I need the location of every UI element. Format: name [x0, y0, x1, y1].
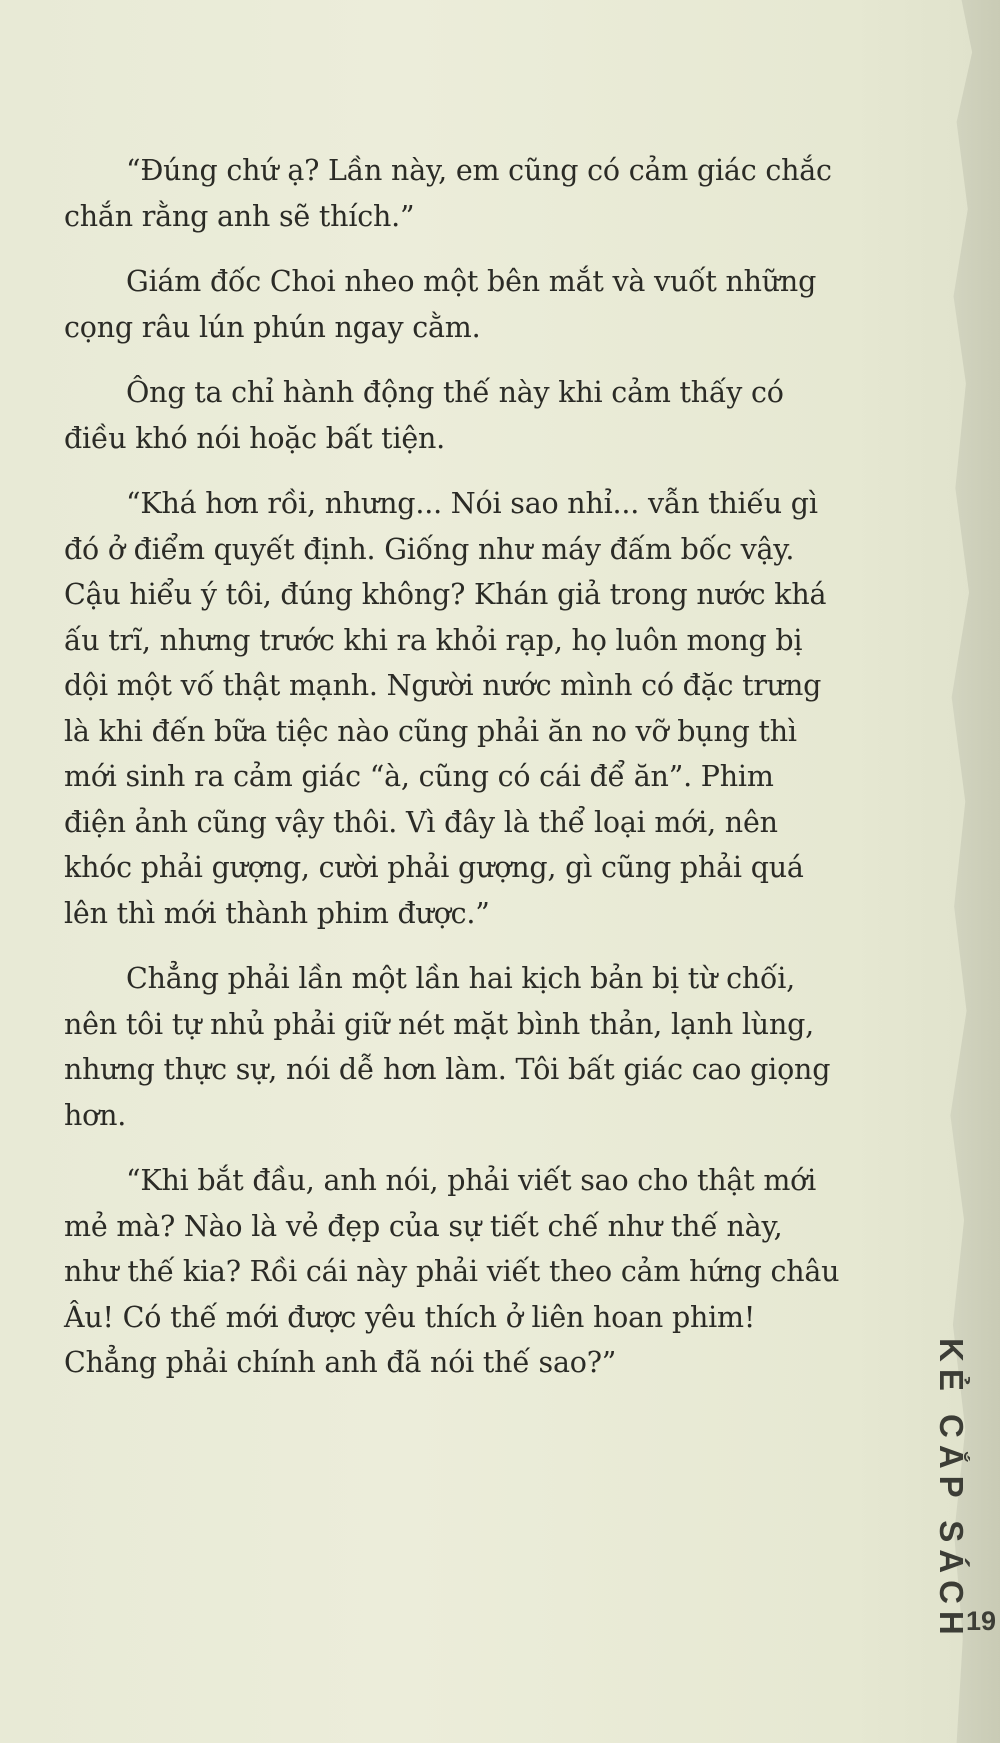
paragraph: Giám đốc Choi nheo một bên mắt và vuốt những cọng râu lún phún ngay cằm.	[64, 265, 817, 344]
paragraph: Ông ta chỉ hành động thế này khi cảm thấy có điều khó nói hoặc bất tiện.	[64, 376, 784, 455]
page-number: 19	[966, 1606, 997, 1636]
paragraph: “Khá hơn rồi, nhưng... Nói sao nhỉ... vẫn thiếu gì đó ở điểm quyết định. Giống như máy đấm bốc vậy. Cậu hiểu ý tôi, đúng không? Khán giả trong nước khá ấu trĩ, nhưng trước khi ra khỏi rạp, họ luôn mong bị dội một vố thật mạnh. Người nước mình có đặc trưng là khi đến bữa tiệc nào cũng phải ăn no vỡ bụng thì mới sinh ra cảm giác “à, cũng có cái để ăn”. Phim điện ảnh cũng vậy thôi. Vì đây là thể loại mới, nên khóc phải gượng, cười phải gượng, gì cũng phải quá lên thì mới thành phim được.”	[64, 487, 827, 930]
running-title: KẺ CẮP SÁCH	[933, 1338, 970, 1642]
paragraph: Chẳng phải lần một lần hai kịch bản bị từ chối, nên tôi tự nhủ phải giữ nét mặt bình thản, lạnh lùng, nhưng thực sự, nói dễ hơn làm. Tôi bất giác cao giọng hơn.	[64, 962, 831, 1132]
paragraph: “Đúng chứ ạ? Lần này, em cũng có cảm giác chắc chắn rằng anh sẽ thích.”	[64, 154, 832, 233]
paragraph: “Khi bắt đầu, anh nói, phải viết sao cho thật mới mẻ mà? Nào là vẻ đẹp của sự tiết chế như thế này, như thế kia? Rồi cái này phải viết theo cảm hứng châu Âu! Có thế mới được yêu thích ở liên hoan phim! Chẳng phải chính anh đã nói thế sao?”	[64, 1164, 840, 1379]
body-text	[64, 148, 844, 1406]
